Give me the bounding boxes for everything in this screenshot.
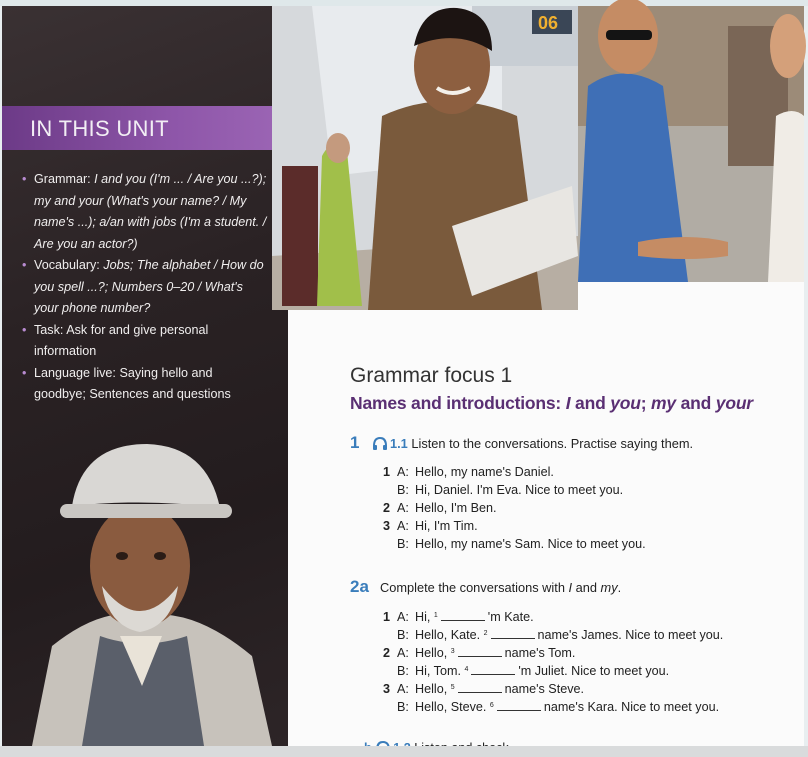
dialogue-line: 2 A: Hello, I'm Ben. [383, 501, 497, 515]
answer-blank[interactable] [491, 627, 535, 639]
headphones-icon[interactable] [372, 436, 388, 451]
bullet-icon: • [22, 172, 27, 186]
textbook-page [2, 6, 804, 746]
answer-blank[interactable] [497, 699, 541, 711]
dialogue-line: 1 A: Hello, my name's Daniel. [383, 465, 554, 479]
unit-title: IN THIS UNIT [30, 116, 169, 141]
exercise-1-number: 1 [350, 433, 360, 452]
exercise-2a-instruction: Complete the conversations with I and my. [380, 580, 622, 595]
gap-fill-line: B: Hi, Tom. $^4$ 'm Juliet. Nice to meet you. [397, 664, 670, 678]
gap-fill-line: B: Hello, Kate. $^2$ name's James. Nice to meet you. [397, 628, 724, 642]
exercise-2a-number: 2a [350, 577, 369, 596]
construction-worker-photo [22, 436, 282, 746]
bullet-icon: • [22, 322, 27, 337]
bullet-icon: • [22, 258, 27, 272]
gap-fill-line: B: Hello, Steve. $^6$ name's Kara. Nice to meet you. [397, 700, 720, 714]
unit-item-language-live: • Language live: Saying hello and goodbye; Sentences and questions [22, 363, 267, 406]
answer-blank[interactable] [458, 645, 502, 657]
unit-item-grammar: • Grammar: I and you (I'm ... / Are you ...?); my and your (What's your name? / My name's ...); a/an with jobs (I'm a student. / Are you an actor?) [22, 169, 267, 255]
unit-item-text: Saying hello and goodbye; Sentences and questions [34, 365, 231, 401]
unit-sidebar [2, 6, 288, 746]
bottom-edge [0, 746, 808, 757]
answer-blank[interactable] [441, 609, 485, 621]
gap-fill-line: 1 A: Hi, $^1$ 'm Kate. [383, 610, 534, 624]
unit-item-text: I and you (I'm ... / Are you ...?); my and your (What's your name? / My name's ...); a/an with jobs (I'm a student. / Are you an actor?) [34, 172, 267, 251]
gap-fill-line: 3 A: Hello, $^5$ name's Steve. [383, 682, 585, 696]
exercise-1-instruction: 1.1 Listen to the conversations. Practise saying them. [372, 436, 693, 451]
unit-item-task: • Task: Ask for and give personal information [22, 320, 267, 363]
answer-blank[interactable] [458, 681, 502, 693]
unit-contents-list [22, 169, 267, 406]
unit-item-text: Jobs; The alphabet / How do you spell ...?; Numbers 0–20 / What's your phone number? [34, 258, 264, 315]
dialogue-line: 3 A: Hi, I'm Tim. [383, 519, 478, 533]
section-title: Grammar focus 1 [350, 364, 513, 387]
svg-text:06: 06 [538, 13, 559, 33]
answer-blank[interactable] [471, 663, 515, 675]
unit-item-text: Ask for and give personal information [34, 322, 209, 358]
gap-fill-line: 2 A: Hello, $^3$ name's Tom. [383, 646, 576, 660]
handshake-photo [578, 6, 804, 282]
bullet-icon: • [22, 365, 27, 380]
track-number: 1.1 [390, 436, 408, 451]
dialogue-line: B: Hi, Daniel. I'm Eva. Nice to meet you. [397, 483, 624, 497]
men-with-clipboard-photo [272, 6, 578, 310]
section-subtitle: Names and introductions: I and you; my and your [350, 393, 753, 413]
dialogue-line: B: Hello, my name's Sam. Nice to meet you. [397, 537, 646, 551]
unit-item-vocabulary: • Vocabulary: Jobs; The alphabet / How do you spell ...?; Numbers 0–20 / What's your phone number? [22, 255, 267, 320]
